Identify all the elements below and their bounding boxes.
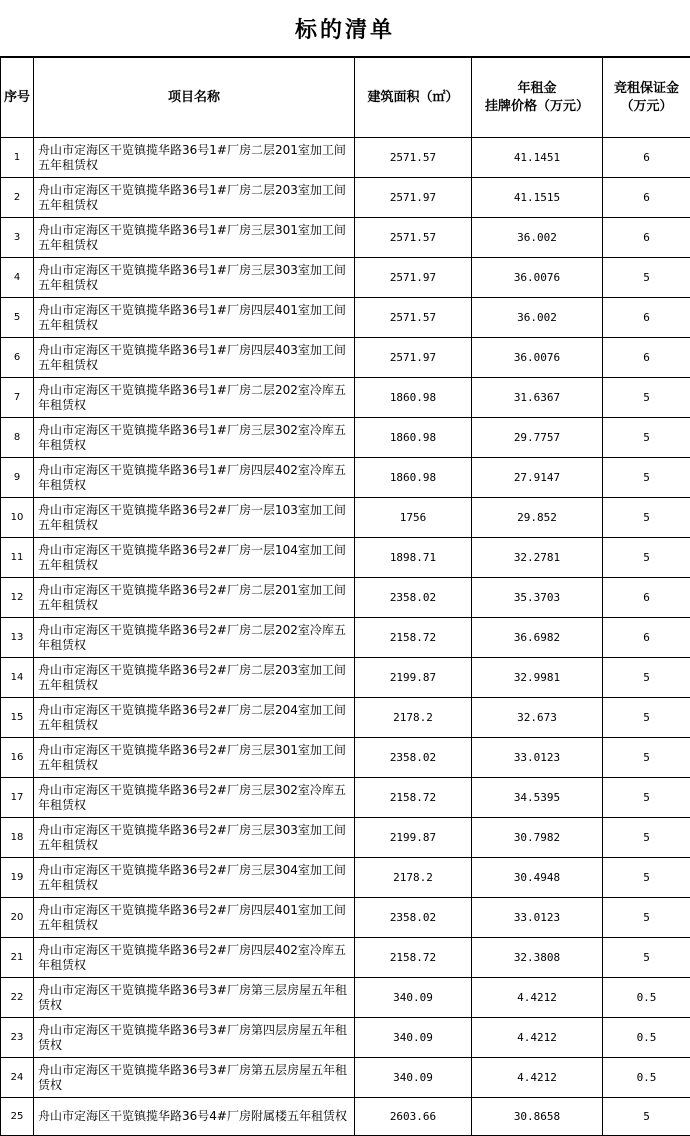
cell-deposit: 5 [603, 538, 690, 578]
cell-area: 1756 [355, 498, 472, 538]
cell-rent: 36.6982 [472, 618, 603, 658]
table-row [1, 218, 690, 258]
cell-rent: 32.3808 [472, 938, 603, 978]
header-rent-line1: 年租金 [472, 80, 602, 98]
cell-deposit: 5 [603, 498, 690, 538]
cell-deposit: 0.5 [603, 1058, 690, 1098]
cell-project-name: 舟山市定海区干览镇揽华路36号1#厂房三层302室冷库五年租赁权 [34, 418, 355, 458]
cell-project-name: 舟山市定海区干览镇揽华路36号3#厂房第四层房屋五年租赁权 [34, 1018, 355, 1058]
cell-rent: 33.0123 [472, 898, 603, 938]
cell-area: 2178.2 [355, 698, 472, 738]
table-row [1, 858, 690, 898]
cell-deposit: 5 [603, 658, 690, 698]
cell-rent: 4.4212 [472, 1058, 603, 1098]
cell-seq: 17 [1, 778, 34, 818]
table-row [1, 1098, 690, 1136]
cell-deposit: 5 [603, 938, 690, 978]
cell-seq: 9 [1, 458, 34, 498]
cell-project-name: 舟山市定海区干览镇揽华路36号2#厂房二层202室冷库五年租赁权 [34, 618, 355, 658]
table-row [1, 778, 690, 818]
header-deposit [603, 58, 690, 138]
header-seq: 序号 [1, 58, 34, 138]
cell-project-name: 舟山市定海区干览镇揽华路36号2#厂房三层303室加工间五年租赁权 [34, 818, 355, 858]
cell-area: 2603.66 [355, 1098, 472, 1136]
table-header [1, 58, 690, 138]
cell-deposit: 6 [603, 338, 690, 378]
cell-area: 2571.97 [355, 178, 472, 218]
cell-area: 2571.57 [355, 218, 472, 258]
cell-seq: 12 [1, 578, 34, 618]
cell-rent: 4.4212 [472, 978, 603, 1018]
cell-seq: 15 [1, 698, 34, 738]
header-deposit-line2: （万元） [603, 98, 690, 116]
cell-area: 2358.02 [355, 578, 472, 618]
cell-rent: 36.0076 [472, 258, 603, 298]
cell-area: 2158.72 [355, 938, 472, 978]
table-row [1, 498, 690, 538]
cell-seq: 25 [1, 1098, 34, 1136]
cell-rent: 36.002 [472, 298, 603, 338]
cell-rent: 32.673 [472, 698, 603, 738]
cell-rent: 36.002 [472, 218, 603, 258]
cell-area: 2158.72 [355, 778, 472, 818]
cell-seq: 5 [1, 298, 34, 338]
cell-project-name: 舟山市定海区干览镇揽华路36号1#厂房二层202室冷库五年租赁权 [34, 378, 355, 418]
cell-deposit: 5 [603, 418, 690, 458]
cell-seq: 13 [1, 618, 34, 658]
cell-seq: 4 [1, 258, 34, 298]
cell-seq: 8 [1, 418, 34, 458]
table-row [1, 338, 690, 378]
table-row [1, 1018, 690, 1058]
header-area: 建筑面积（㎡） [355, 58, 472, 138]
cell-deposit: 5 [603, 858, 690, 898]
cell-area: 340.09 [355, 978, 472, 1018]
cell-area: 2571.97 [355, 258, 472, 298]
cell-deposit: 5 [603, 258, 690, 298]
cell-deposit: 0.5 [603, 978, 690, 1018]
cell-seq: 24 [1, 1058, 34, 1098]
cell-rent: 4.4212 [472, 1018, 603, 1058]
cell-deposit: 5 [603, 898, 690, 938]
cell-deposit: 5 [603, 818, 690, 858]
cell-seq: 10 [1, 498, 34, 538]
cell-rent: 32.2781 [472, 538, 603, 578]
table-row [1, 898, 690, 938]
cell-rent: 30.8658 [472, 1098, 603, 1136]
cell-seq: 1 [1, 138, 34, 178]
cell-seq: 19 [1, 858, 34, 898]
cell-project-name: 舟山市定海区干览镇揽华路36号2#厂房二层201室加工间五年租赁权 [34, 578, 355, 618]
header-rent-line2: 挂牌价格（万元） [472, 98, 602, 116]
table-row [1, 738, 690, 778]
cell-seq: 22 [1, 978, 34, 1018]
cell-rent: 31.6367 [472, 378, 603, 418]
cell-rent: 29.7757 [472, 418, 603, 458]
cell-deposit: 6 [603, 218, 690, 258]
cell-area: 2178.2 [355, 858, 472, 898]
cell-deposit: 6 [603, 618, 690, 658]
cell-rent: 41.1515 [472, 178, 603, 218]
table-row [1, 298, 690, 338]
cell-rent: 27.9147 [472, 458, 603, 498]
header-row [1, 58, 690, 138]
cell-project-name: 舟山市定海区干览镇揽华路36号3#厂房第三层房屋五年租赁权 [34, 978, 355, 1018]
cell-project-name: 舟山市定海区干览镇揽华路36号1#厂房二层201室加工间五年租赁权 [34, 138, 355, 178]
cell-deposit: 6 [603, 578, 690, 618]
page-title: 标的清单 [0, 0, 690, 57]
cell-project-name: 舟山市定海区干览镇揽华路36号2#厂房二层204室加工间五年租赁权 [34, 698, 355, 738]
cell-deposit: 6 [603, 138, 690, 178]
cell-rent: 30.7982 [472, 818, 603, 858]
cell-seq: 2 [1, 178, 34, 218]
cell-project-name: 舟山市定海区干览镇揽华路36号1#厂房二层203室加工间五年租赁权 [34, 178, 355, 218]
cell-project-name: 舟山市定海区干览镇揽华路36号2#厂房四层401室加工间五年租赁权 [34, 898, 355, 938]
cell-deposit: 5 [603, 1098, 690, 1136]
cell-rent: 29.852 [472, 498, 603, 538]
cell-seq: 14 [1, 658, 34, 698]
table-body [1, 138, 690, 1136]
cell-area: 2358.02 [355, 898, 472, 938]
cell-area: 1898.71 [355, 538, 472, 578]
cell-project-name: 舟山市定海区干览镇揽华路36号2#厂房三层302室冷库五年租赁权 [34, 778, 355, 818]
table-row [1, 378, 690, 418]
cell-project-name: 舟山市定海区干览镇揽华路36号1#厂房三层301室加工间五年租赁权 [34, 218, 355, 258]
cell-rent: 30.4948 [472, 858, 603, 898]
cell-area: 2158.72 [355, 618, 472, 658]
cell-seq: 21 [1, 938, 34, 978]
cell-project-name: 舟山市定海区干览镇揽华路36号1#厂房四层401室加工间五年租赁权 [34, 298, 355, 338]
cell-seq: 23 [1, 1018, 34, 1058]
cell-area: 2358.02 [355, 738, 472, 778]
cell-deposit: 0.5 [603, 1018, 690, 1058]
table-row [1, 418, 690, 458]
cell-project-name: 舟山市定海区干览镇揽华路36号1#厂房四层402室冷库五年租赁权 [34, 458, 355, 498]
cell-area: 2571.57 [355, 138, 472, 178]
cell-area: 1860.98 [355, 418, 472, 458]
cell-project-name: 舟山市定海区干览镇揽华路36号2#厂房二层203室加工间五年租赁权 [34, 658, 355, 698]
cell-rent: 36.0076 [472, 338, 603, 378]
cell-deposit: 5 [603, 378, 690, 418]
cell-rent: 32.9981 [472, 658, 603, 698]
cell-project-name: 舟山市定海区干览镇揽华路36号3#厂房第五层房屋五年租赁权 [34, 1058, 355, 1098]
cell-project-name: 舟山市定海区干览镇揽华路36号4#厂房附属楼五年租赁权 [34, 1098, 355, 1136]
table-row [1, 818, 690, 858]
table-row [1, 538, 690, 578]
table-row [1, 178, 690, 218]
table-row [1, 938, 690, 978]
cell-seq: 20 [1, 898, 34, 938]
cell-seq: 7 [1, 378, 34, 418]
cell-seq: 11 [1, 538, 34, 578]
table-row [1, 578, 690, 618]
cell-area: 340.09 [355, 1058, 472, 1098]
cell-deposit: 5 [603, 738, 690, 778]
cell-rent: 41.1451 [472, 138, 603, 178]
cell-area: 2571.97 [355, 338, 472, 378]
cell-area: 2199.87 [355, 818, 472, 858]
cell-seq: 6 [1, 338, 34, 378]
table-row [1, 658, 690, 698]
cell-project-name: 舟山市定海区干览镇揽华路36号2#厂房一层104室加工间五年租赁权 [34, 538, 355, 578]
cell-deposit: 5 [603, 778, 690, 818]
table-row [1, 138, 690, 178]
cell-area: 2199.87 [355, 658, 472, 698]
cell-rent: 35.3703 [472, 578, 603, 618]
cell-seq: 3 [1, 218, 34, 258]
cell-project-name: 舟山市定海区干览镇揽华路36号2#厂房三层301室加工间五年租赁权 [34, 738, 355, 778]
table-row [1, 458, 690, 498]
cell-seq: 16 [1, 738, 34, 778]
cell-seq: 18 [1, 818, 34, 858]
cell-project-name: 舟山市定海区干览镇揽华路36号1#厂房四层403室加工间五年租赁权 [34, 338, 355, 378]
cell-project-name: 舟山市定海区干览镇揽华路36号2#厂房三层304室加工间五年租赁权 [34, 858, 355, 898]
cell-project-name: 舟山市定海区干览镇揽华路36号1#厂房三层303室加工间五年租赁权 [34, 258, 355, 298]
cell-area: 340.09 [355, 1018, 472, 1058]
cell-deposit: 5 [603, 698, 690, 738]
header-deposit-line1: 竞租保证金 [603, 80, 690, 98]
cell-area: 2571.57 [355, 298, 472, 338]
cell-project-name: 舟山市定海区干览镇揽华路36号2#厂房四层402室冷库五年租赁权 [34, 938, 355, 978]
table-row [1, 258, 690, 298]
cell-rent: 33.0123 [472, 738, 603, 778]
table-row [1, 978, 690, 1018]
table-row [1, 618, 690, 658]
listing-table [0, 57, 690, 1136]
header-name: 项目名称 [34, 58, 355, 138]
cell-project-name: 舟山市定海区干览镇揽华路36号2#厂房一层103室加工间五年租赁权 [34, 498, 355, 538]
header-rent [472, 58, 603, 138]
cell-area: 1860.98 [355, 378, 472, 418]
cell-rent: 34.5395 [472, 778, 603, 818]
cell-deposit: 6 [603, 298, 690, 338]
table-row [1, 698, 690, 738]
table-row [1, 1058, 690, 1098]
cell-deposit: 5 [603, 458, 690, 498]
cell-area: 1860.98 [355, 458, 472, 498]
cell-deposit: 6 [603, 178, 690, 218]
